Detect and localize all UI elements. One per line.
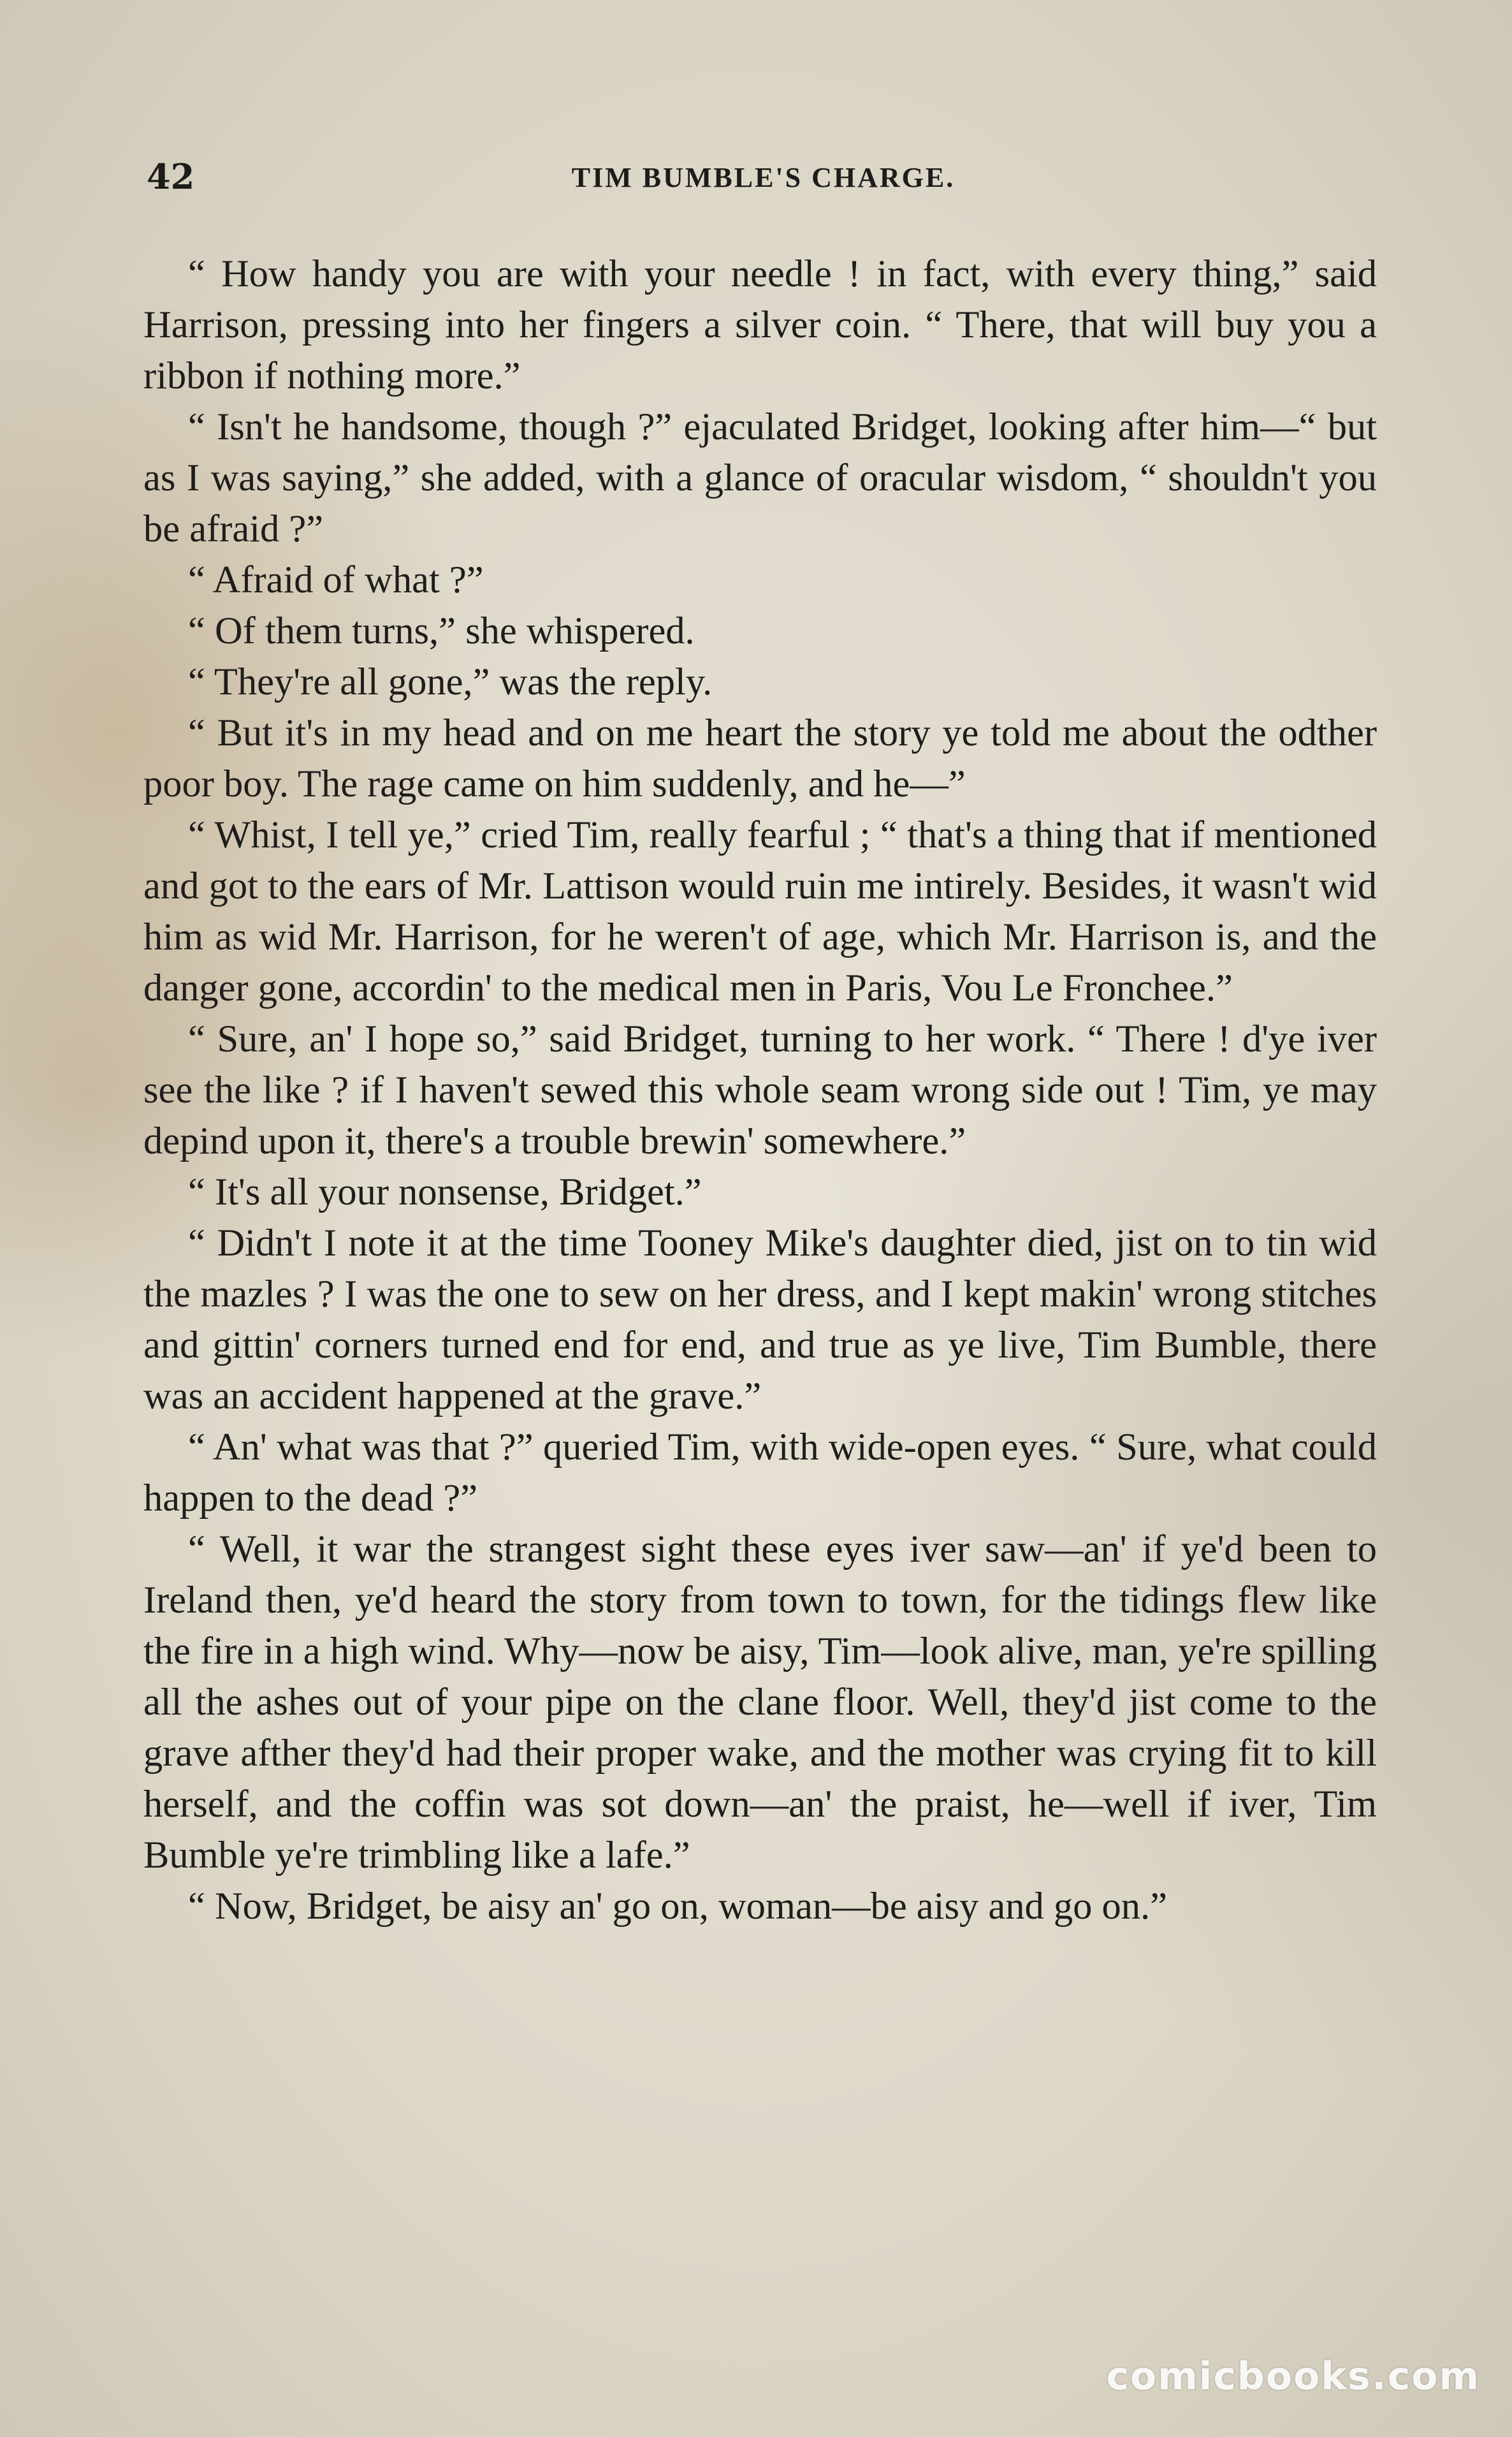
paragraph: “ Sure, an' I hope so,” said Bridget, turning to her work. “ There ! d'ye iver see the like ? if I haven't sewed this whole seam wrong side out ! Tim, ye may depind upon it, there's a trouble brewin' somewhere.” <box>143 1018 1377 1162</box>
paragraph: “ How handy you are with your needle ! in fact, with every thing,” said Harrison, pressing into her fingers a silver coin. “ There, that will buy you a ribbon if nothing more.” <box>143 252 1377 397</box>
paragraph: “ Well, it war the strangest sight these eyes iver saw—an' if ye'd been to Ireland then, ye'd heard the story from town to town, for the tidings flew like the fire in a high wind. Why—now be aisy, Tim—look alive, man, ye're spilling all the ashes out of your pipe on the clane floor. Well, they'd jist come to the grave afther they'd had their proper wake, and the mother was crying fit to kill herself, and the coffin was sot down—an' the praist, he—well if iver, Tim Bumble ye're trimbling like a lafe.” <box>143 1528 1377 1877</box>
paragraph: “ Afraid of what ?” <box>188 559 484 601</box>
body-text <box>143 249 1377 1932</box>
paragraph: “ Isn't he handsome, though ?” ejaculated Bridget, looking after him—“ but as I was saying,” she added, with a glance of oracular wisdom, “ shouldn't you be afraid ?” <box>143 406 1377 550</box>
paragraph: “ Of them turns,” she whispered. <box>188 610 695 652</box>
watermark: comicbooks.com <box>1106 2354 1480 2399</box>
page-number: 42 <box>147 156 195 197</box>
paragraph: “ Now, Bridget, be aisy an' go on, woman—be aisy and go on.” <box>188 1885 1167 1928</box>
paragraph: “ An' what was that ?” queried Tim, with wide-open eyes. “ Sure, what could happen to the dead ?” <box>143 1426 1377 1519</box>
paragraph: “ It's all your nonsense, Bridget.” <box>188 1171 702 1213</box>
page-header <box>147 156 1380 207</box>
paragraph: “ Whist, I tell ye,” cried Tim, really fearful ; “ that's a thing that if mentioned and got to the ears of Mr. Lattison would ruin me intirely. Besides, it wasn't wid him as wid Mr. Harrison, for he weren't of age, which Mr. Harrison is, and the danger gone, accordin' to the medical men in Paris, Vou Le Fronchee.” <box>143 814 1377 1009</box>
paragraph: “ Didn't I note it at the time Tooney Mike's daughter died, jist on to tin wid the mazles ? I was the one to sew on her dress, and I kept makin' wrong stitches and gittin' corners turned end for end, and true as ye live, Tim Bumble, there was an accident happened at the grave.” <box>143 1222 1377 1417</box>
running-title: TIM BUMBLE'S CHARGE. <box>571 162 956 193</box>
paragraph: “ But it's in my head and on me heart the story ye told me about the odther poor boy. The rage came on him suddenly, and he—” <box>143 712 1377 805</box>
paragraph: “ They're all gone,” was the reply. <box>188 661 713 703</box>
